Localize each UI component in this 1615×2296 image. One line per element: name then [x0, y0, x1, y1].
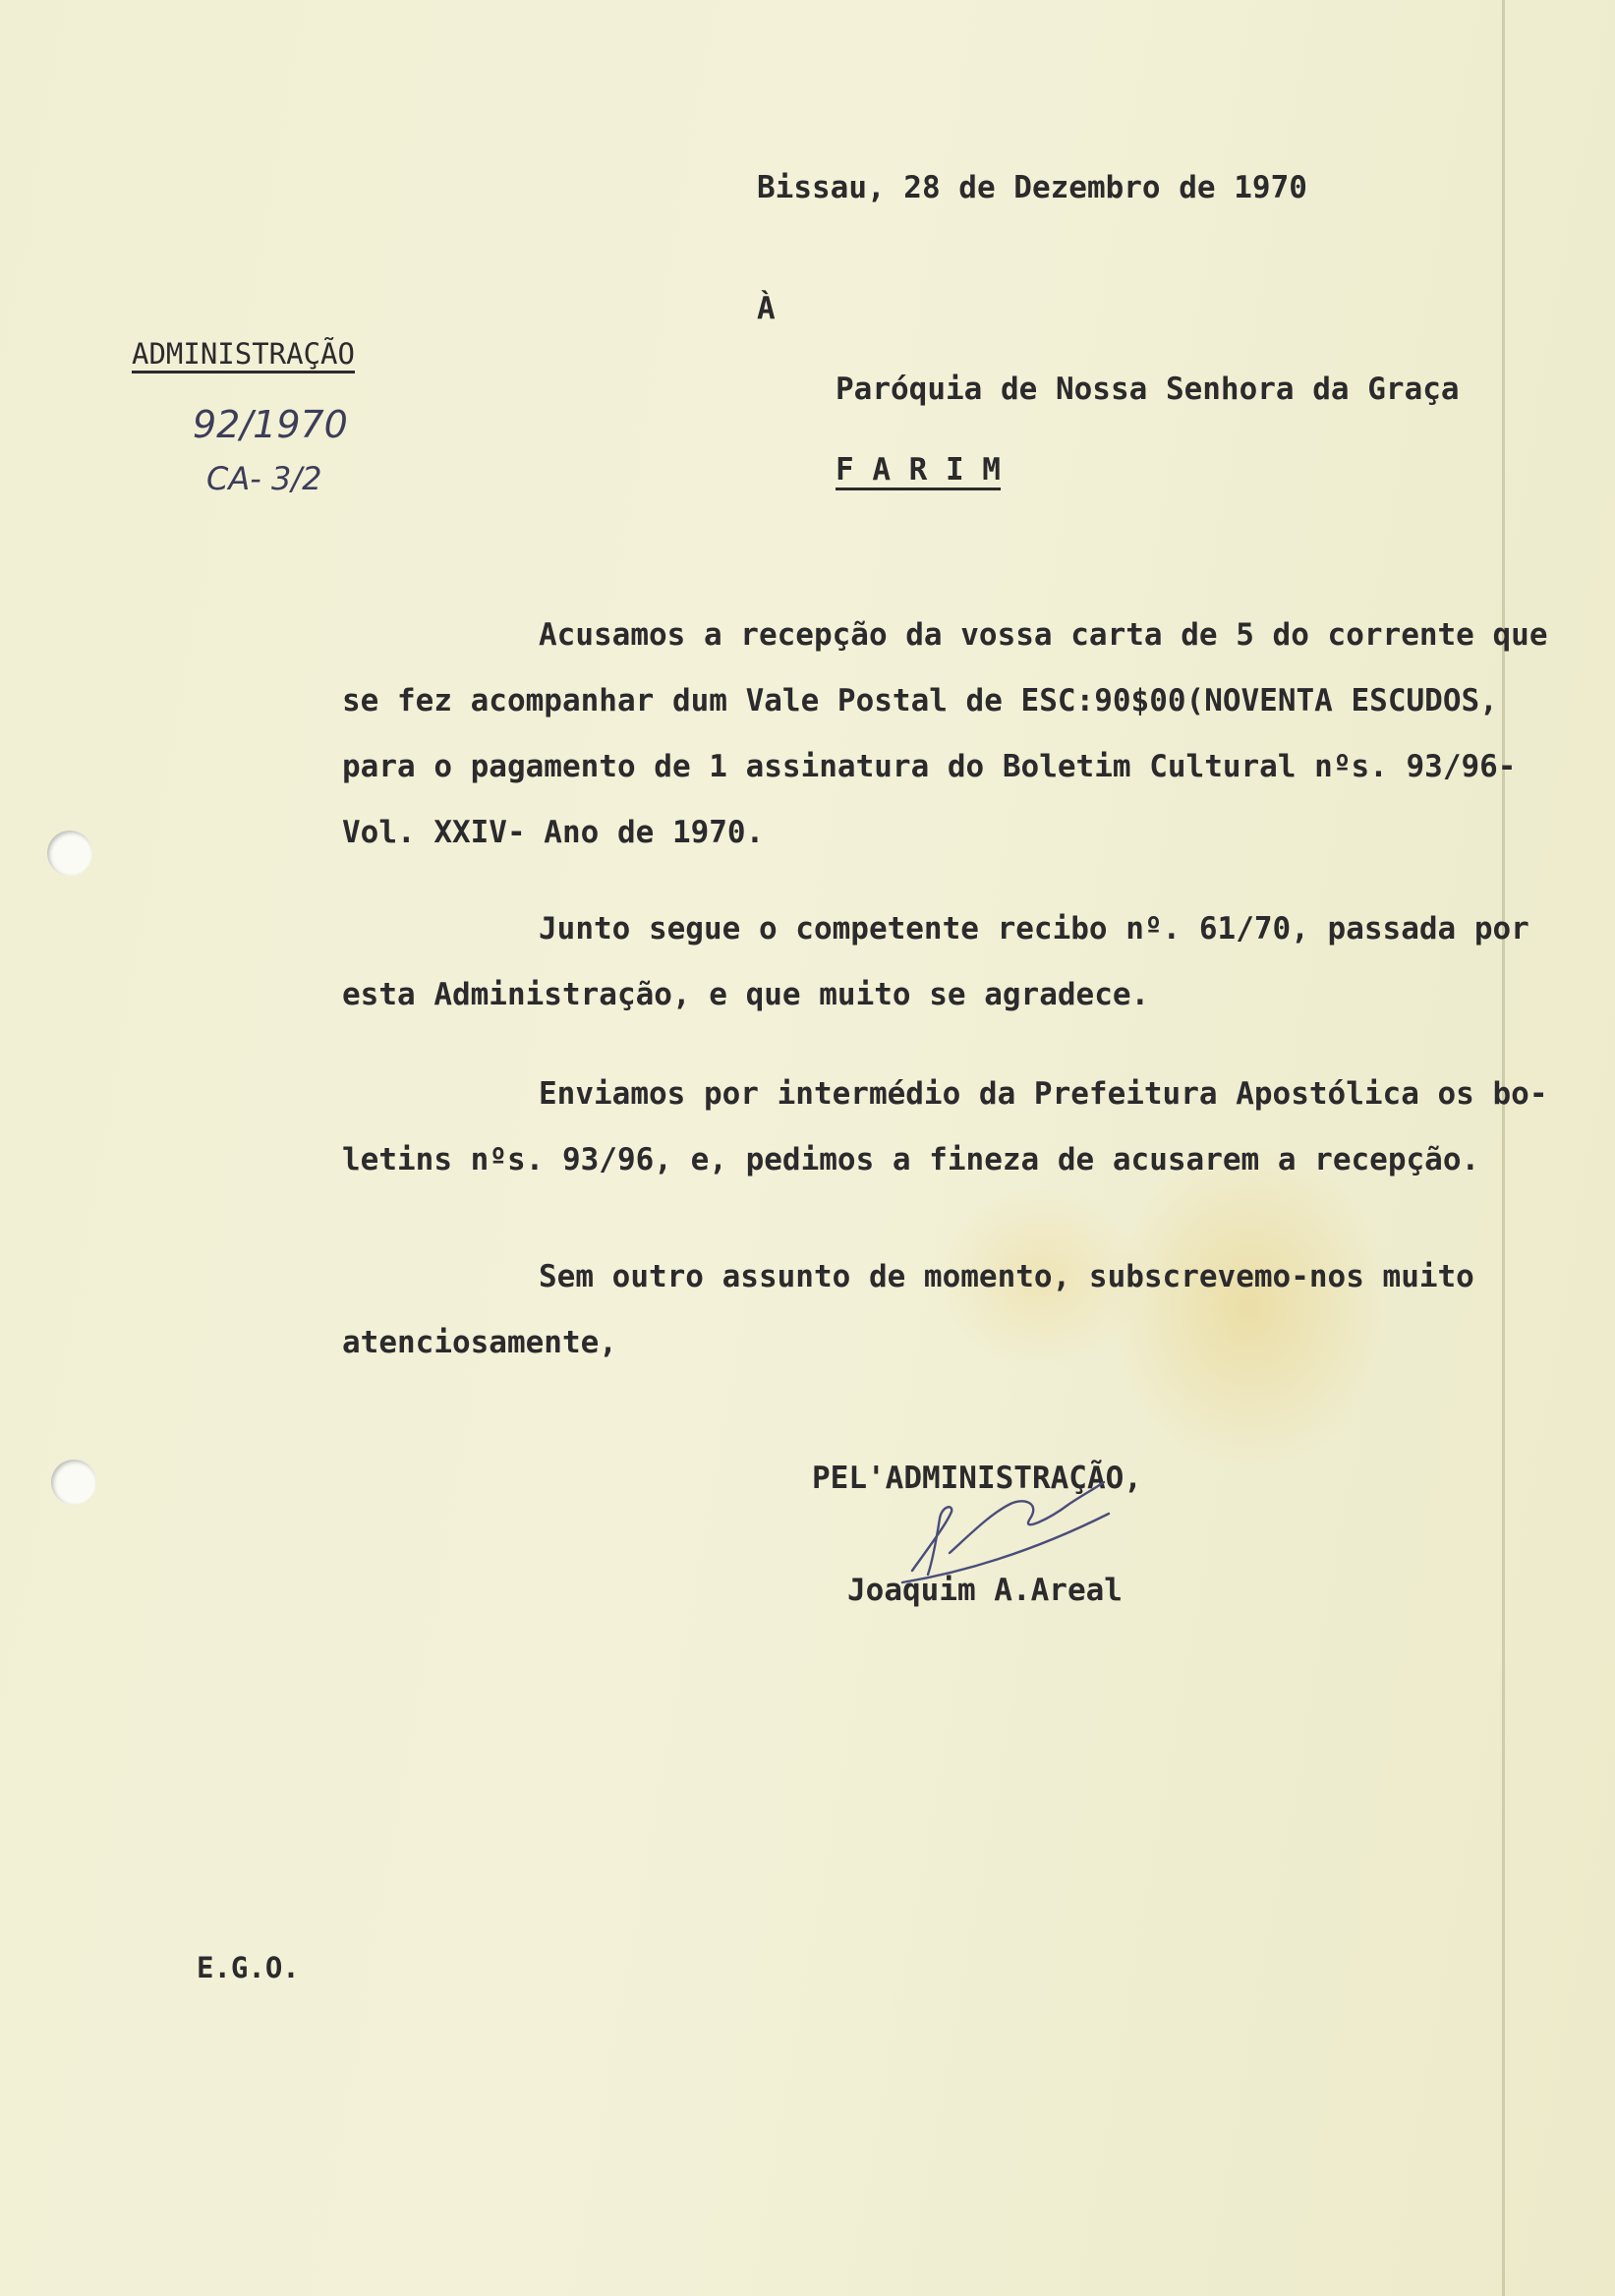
- paragraph-4: [342, 1244, 1615, 1376]
- paragraph-3-line-1: Enviamos por intermédio da Prefeitura Apostólica os bo-: [539, 1076, 1548, 1112]
- recipient-name: Paróquia de Nossa Senhora da Graça: [836, 372, 1460, 407]
- initials: E.G.O.: [197, 1951, 300, 1984]
- recipient-salutation: À: [757, 291, 776, 326]
- paragraph-1-line-3: para o pagamento de 1 assinatura do Boletim Cultural nºs. 93/96-: [342, 749, 1517, 784]
- sender-dept: ADMINISTRAÇÃO: [132, 337, 355, 373]
- paragraph-3: [342, 1062, 1615, 1193]
- punch-hole-upper: [47, 831, 92, 876]
- paragraph-1: [342, 603, 1615, 866]
- place-date: Bissau, 28 de Dezembro de 1970: [757, 170, 1307, 205]
- closing-name: Joaquim A.Areal: [847, 1573, 1123, 1608]
- punch-hole-lower: [51, 1460, 96, 1505]
- paragraph-1-line-4: Vol. XXIV- Ano de 1970.: [342, 815, 765, 850]
- paragraph-4-line-1: Sem outro assunto de momento, subscrevemo-nos muito: [539, 1259, 1474, 1294]
- paragraph-2: [342, 896, 1615, 1028]
- paragraph-1-line-1: Acusamos a recepção da vossa carta de 5 do corrente que: [539, 617, 1548, 653]
- paragraph-3-line-2: letins nºs. 93/96, e, pedimos a fineza de acusarem a recepção.: [342, 1142, 1480, 1177]
- closing-pel: PEL'ADMINISTRAÇÃO,: [812, 1461, 1142, 1496]
- paragraph-4-line-2: atenciosamente,: [342, 1325, 617, 1360]
- reference-number: 92/1970: [193, 403, 348, 446]
- reference-code: CA- 3/2: [206, 460, 322, 497]
- paragraph-1-line-2: se fez acompanhar dum Vale Postal de ESC:90$00(NOVENTA ESCUDOS,: [342, 683, 1498, 718]
- recipient-town: F A R I M: [836, 452, 1001, 490]
- paragraph-2-line-2: esta Administração, e que muito se agradece.: [342, 977, 1150, 1012]
- paragraph-2-line-1: Junto segue o competente recibo nº. 61/70, passada por: [539, 911, 1529, 947]
